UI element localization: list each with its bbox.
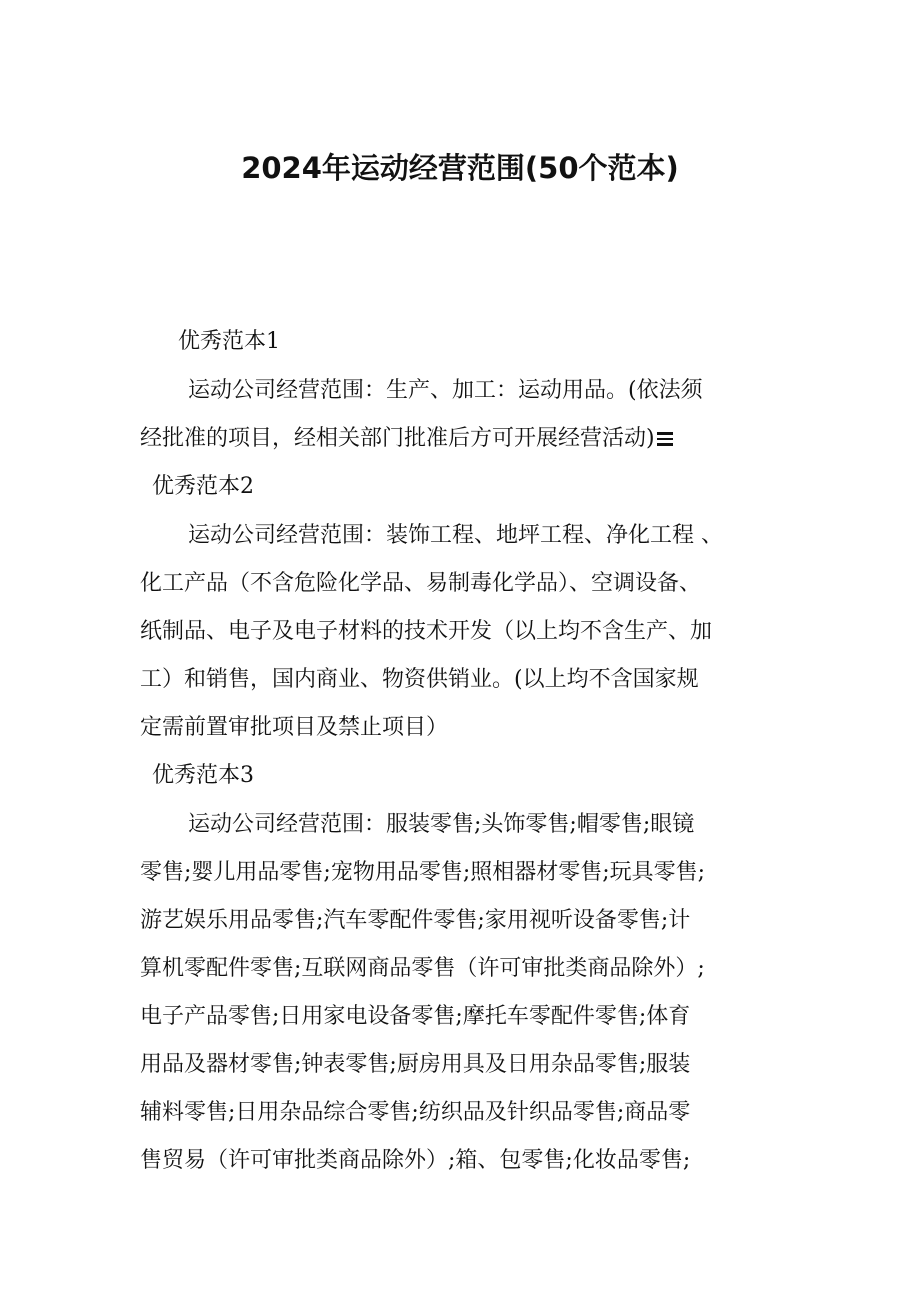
section-1-line-2 — [140, 424, 673, 454]
section-1-line-1: 运动公司经营范围：生产、加工：运动用品。(依法须 — [188, 378, 703, 403]
section-1-line-2-text: 经批准的项目，经相关部门批准后方可开展经营活动) — [140, 426, 655, 451]
section-2-line-1: 运动公司经营范围：装饰工程、地坪工程、净化工程 、 — [188, 523, 723, 548]
section-heading-2: 优秀范本2 — [152, 474, 254, 499]
section-2-line-4: 工）和销售，国内商业、物资供销业。(以上均不含国家规 — [140, 667, 699, 692]
section-3-line-2: 零售;婴儿用品零售;宠物用品零售;照相器材零售;玩具零售; — [140, 860, 706, 885]
end-of-paragraph-mark-icon — [657, 432, 673, 446]
document-title: 2024年运动经营范围(50个范本) — [241, 151, 679, 185]
section-2-line-5: 定需前置审批项目及禁止项目） — [140, 715, 449, 740]
section-3-line-4: 算机零配件零售;互联网商品零售（许可审批类商品除外）; — [140, 956, 705, 981]
section-2-line-2: 化工产品（不含危险化学品、易制毒化学品）、空调设备、 — [140, 571, 702, 596]
section-heading-3: 优秀范本3 — [152, 763, 254, 788]
section-3-line-8: 售贸易（许可审批类商品除外）;箱、包零售;化妆品零售; — [140, 1148, 691, 1173]
section-heading-1: 优秀范本1 — [178, 329, 280, 354]
section-3-line-5: 电子产品零售;日用家电设备零售;摩托车零配件零售;体育 — [140, 1004, 691, 1029]
section-3-line-3: 游艺娱乐用品零售;汽车零配件零售;家用视听设备零售;计 — [140, 908, 691, 933]
section-2-line-3: 纸制品、电子及电子材料的技术开发（以上均不含生产、加 — [140, 619, 713, 644]
section-3-line-6: 用品及器材零售;钟表零售;厨房用具及日用杂品零售;服装 — [140, 1052, 691, 1077]
section-3-line-7: 辅料零售;日用杂品综合零售;纺织品及针织品零售;商品零 — [140, 1100, 691, 1125]
section-3-line-1: 运动公司经营范围：服装零售;头饰零售;帽零售;眼镜 — [188, 812, 695, 837]
